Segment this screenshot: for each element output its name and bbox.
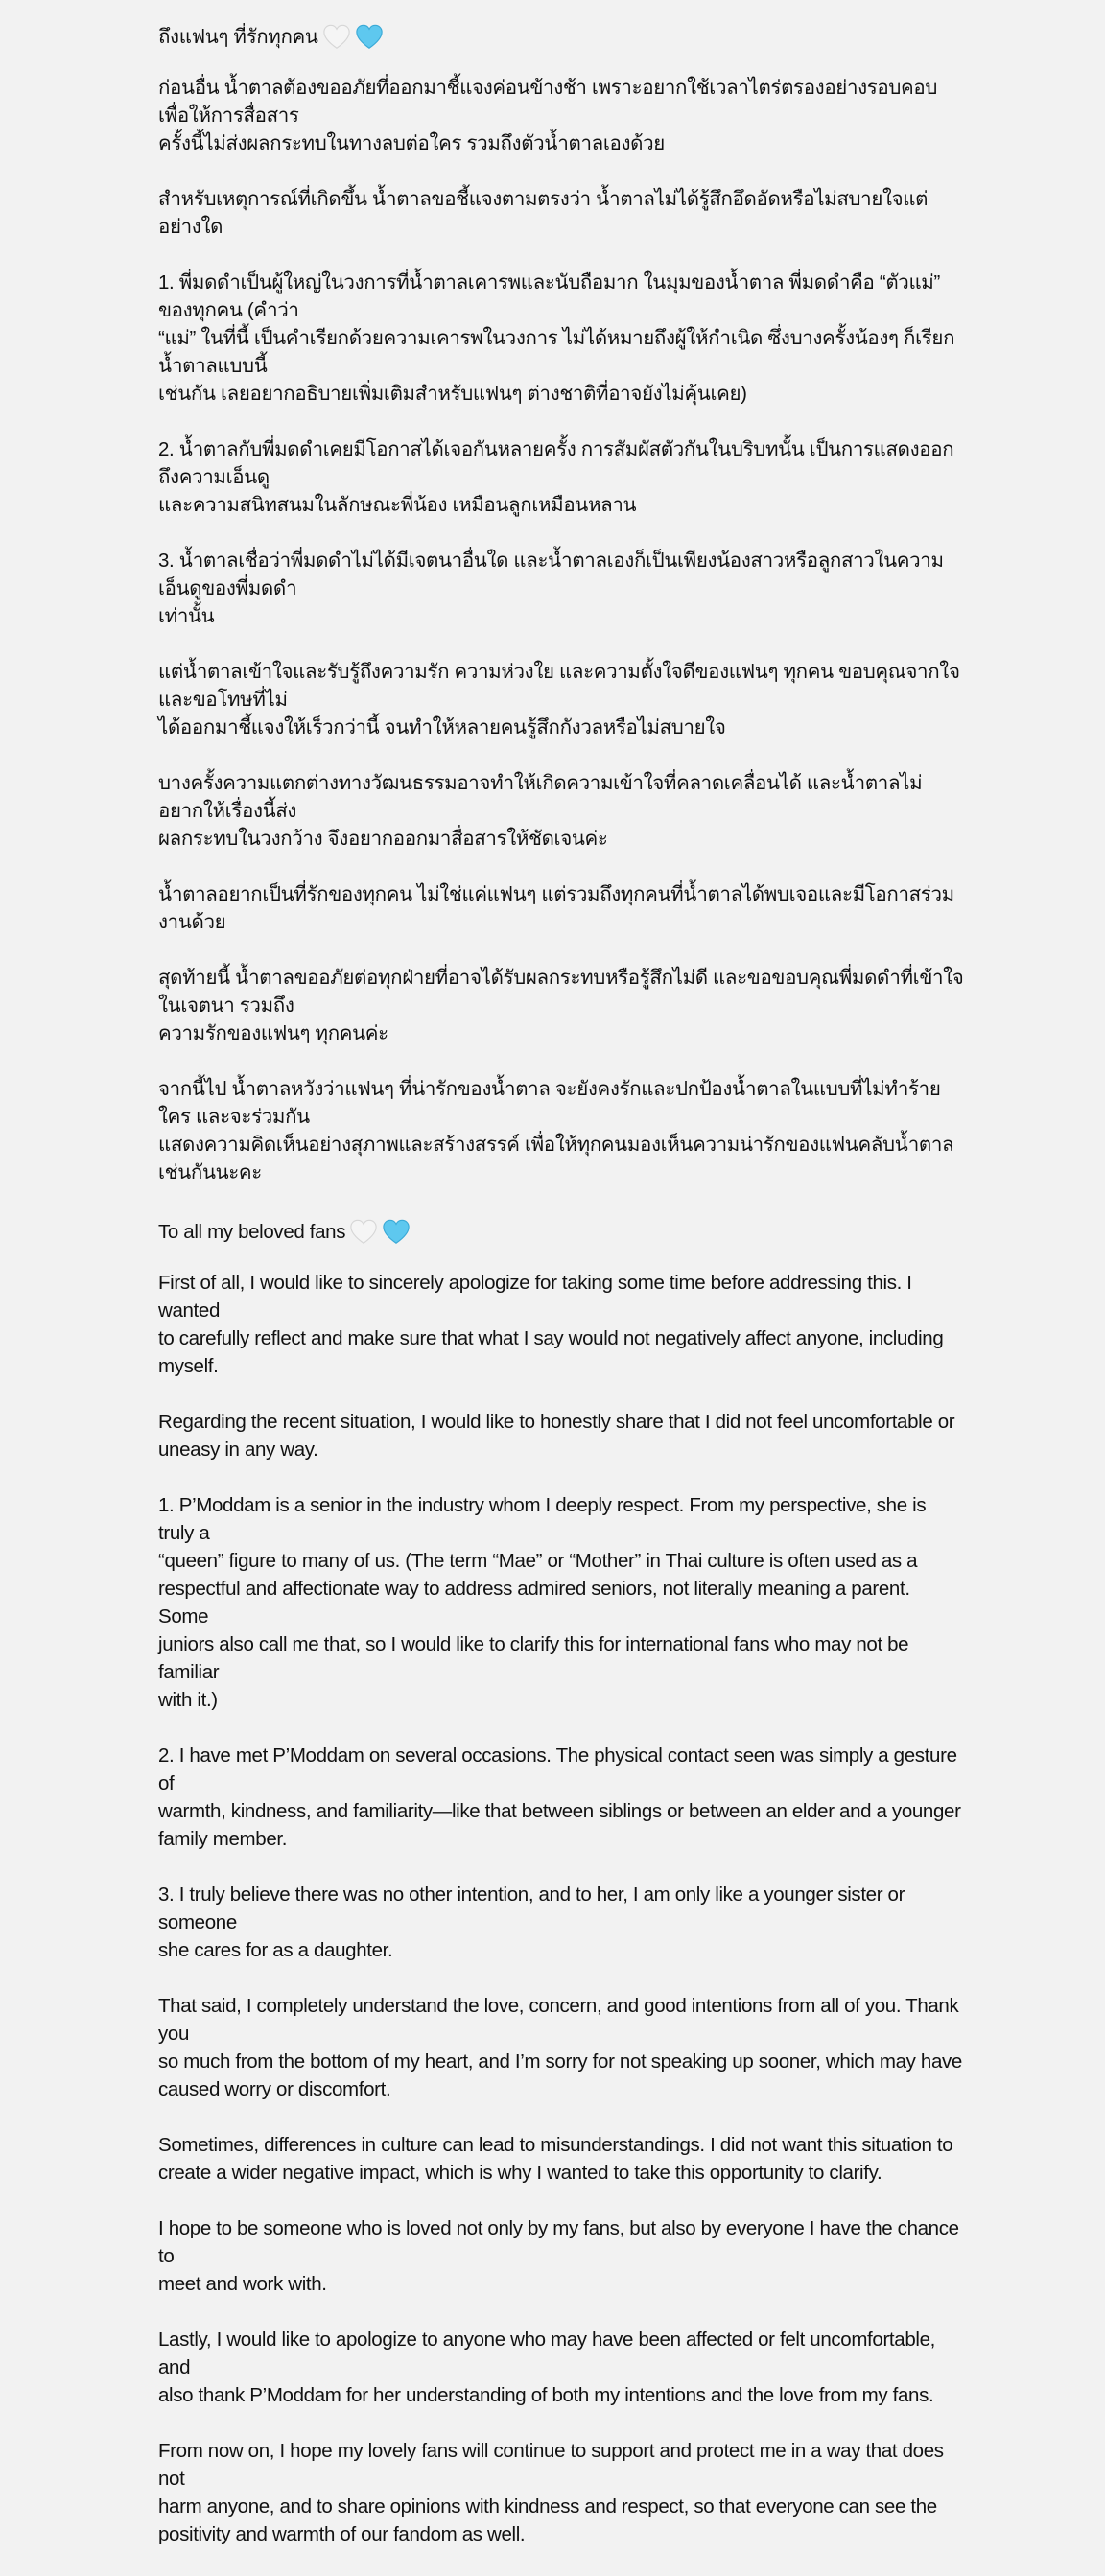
english-paragraph: First of all, I would like to sincerely apologize for taking some time before addressing this. I wanted to carefully reflect and make sure that what I say would not negatively affect anyone, including myself. xyxy=(158,1272,944,1377)
thai-paragraph: น้ำตาลอยากเป็นที่รักของทุกคน ไม่ใช่แค่แฟนๆ แต่รวมถึงทุกคนที่น้ำตาลได้พบเจอและมีโอกาสร่วมงานด้วย xyxy=(158,883,954,933)
thai-paragraph: บางครั้งความแตกต่างทางวัฒนธรรมอาจทำให้เกิดความเข้าใจที่คลาดเคลื่อนได้ และน้ำตาลไม่อยากให้เรื่องนี้ส่ง ผลกระทบในวงกว้าง จึงอยากออกมาสื่อสารให้ชัดเจนค่ะ xyxy=(158,772,923,850)
thai-paragraph: ก่อนอื่น น้ำตาลต้องขออภัยที่ออกมาชี้แจงค่อนข้างช้า เพราะอยากใช้เวลาไตร่ตรองอย่างรอบคอบ เพื่อให้การสื่อสาร ครั้งนี้ไม่ส่งผลกระทบในทางลบต่อใคร รวมถึงตัวน้ำตาลเองด้วย xyxy=(158,77,938,154)
thai-paragraph: 2. น้ำตาลกับพี่มดดำเคยมีโอกาสได้เจอกันหลายครั้ง การสัมผัสตัวกันในบริบทนั้น เป็นการแสดงออกถึงความเอ็นดู และความสนิทสนมในลักษณะพี่น้อง เหมือนลูกเหมือนหลาน xyxy=(158,438,954,516)
thai-paragraph: สำหรับเหตุการณ์ที่เกิดขึ้น น้ำตาลขอชี้แจงตามตรงว่า น้ำตาลไม่ได้รู้สึกอึดอัดหรือไม่สบายใจแต่อย่างใด xyxy=(158,188,929,238)
english-greeting: To all my beloved fans xyxy=(158,1221,346,1243)
white-heart-icon xyxy=(349,1218,378,1247)
english-paragraph: Sometimes, differences in culture can lead to misunderstandings. I did not want this situation to create a wider negative impact, which is why I wanted to take this opportunity to clarify. xyxy=(158,2134,953,2184)
thai-paragraph: สุดท้ายนี้ น้ำตาลขออภัยต่อทุกฝ่ายที่อาจได้รับผลกระทบหรือรู้สึกไม่ดี และขอขอบคุณพี่มดดำที่เข้าใจในเจตนา รวมถึง ความรักของแฟนๆ ทุกคนค่ะ xyxy=(158,967,964,1044)
statement-note xyxy=(158,19,964,2576)
english-paragraph: That said, I completely understand the love, concern, and good intentions from all of you. Thank you so much from the bottom of my heart, and I’m sorry for not speaking up sooner, which may have caused worry or discomfort. xyxy=(158,1995,962,2100)
english-paragraph: 2. I have met P’Moddam on several occasions. The physical contact seen was simply a gesture of warmth, kindness, and familiarity—like that between siblings or between an elder and a younger family member. xyxy=(158,1745,961,1850)
english-paragraph: 1. P’Moddam is a senior in the industry whom I deeply respect. From my perspective, she is truly a “queen” figure to many of us. (The term “Mae” or “Mother” in Thai culture is often used as a respectful and affectionate way to address admired seniors, not literally meaning a parent. Some juniors also call me that, so I would like to clarify this for international fans who may not be familiar with it.) xyxy=(158,1494,927,1711)
thai-paragraph: จากนี้ไป น้ำตาลหวังว่าแฟนๆ ที่น่ารักของน้ำตาล จะยังคงรักและปกป้องน้ำตาลในแบบที่ไม่ทำร้ายใคร และจะร่วมกัน แสดงความคิดเห็นอย่างสุภาพและสร้างสรรค์ เพื่อให้ทุกคนมองเห็นความน่ารักของแฟนคลับน้ำตาลเช่นกันนะคะ xyxy=(158,1078,954,1183)
light-blue-heart-icon xyxy=(355,23,384,52)
white-heart-icon xyxy=(322,23,351,52)
english-paragraph: 3. I truly believe there was no other intention, and to her, I am only like a younger sister or someone she cares for as a daughter. xyxy=(158,1884,905,1961)
thai-paragraph: แต่น้ำตาลเข้าใจและรับรู้ถึงความรัก ความห่วงใย และความตั้งใจดีของแฟนๆ ทุกคน ขอบคุณจากใจ และขอโทษที่ไม่ ได้ออกมาชี้แจงให้เร็วกว่านี้ จนทำให้หลายคนรู้สึกกังวลหรือไม่สบายใจ xyxy=(158,661,960,738)
thai-paragraph: 3. น้ำตาลเชื่อว่าพี่มดดำไม่ได้มีเจตนาอื่นใด และน้ำตาลเองก็เป็นเพียงน้องสาวหรือลูกสาวในความเอ็นดูของพี่มดดำ เท่านั้น xyxy=(158,550,944,627)
english-paragraph: I hope to be someone who is loved not only by my fans, but also by everyone I have the chance to meet and work with. xyxy=(158,2217,959,2295)
english-paragraph: From now on, I hope my lovely fans will continue to support and protect me in a way that does not harm anyone, and to share opinions with kindness and respect, so that everyone can see the positivity and warmth of our fandom as well. xyxy=(158,2440,944,2545)
thai-greeting-line xyxy=(158,19,964,55)
english-paragraph: Lastly, I would like to apologize to anyone who may have been affected or felt uncomfortable, and also thank P’Moddam for her understanding of both my intentions and the love from my fans. xyxy=(158,2329,935,2406)
thai-greeting: ถึงแฟนๆ ที่รักทุกคน xyxy=(158,26,318,48)
light-blue-heart-icon xyxy=(382,1218,411,1247)
thai-paragraph: 1. พี่มดดำเป็นผู้ใหญ่ในวงการที่น้ำตาลเคารพและนับถือมาก ในมุมของน้ำตาล พี่มดดำคือ “ตัวแม่” ของทุกคน (คำว่า “แม่” ในที่นี้ เป็นคำเรียกด้วยความเคารพในวงการ ไม่ได้หมายถึงผู้ให้กำเนิด ซึ่งบางครั้งน้องๆ ก็เรียกน้ำตาลแบบนี้ เช่นกัน เลยอยากอธิบายเพิ่มเติมสำหรับแฟนๆ ต่างชาติที่อาจยังไม่คุ้นเคย) xyxy=(158,271,955,405)
english-greeting-line xyxy=(158,1214,964,1250)
english-paragraph: Regarding the recent situation, I would like to honestly share that I did not feel uncomfortable or uneasy in any way. xyxy=(158,1411,955,1461)
